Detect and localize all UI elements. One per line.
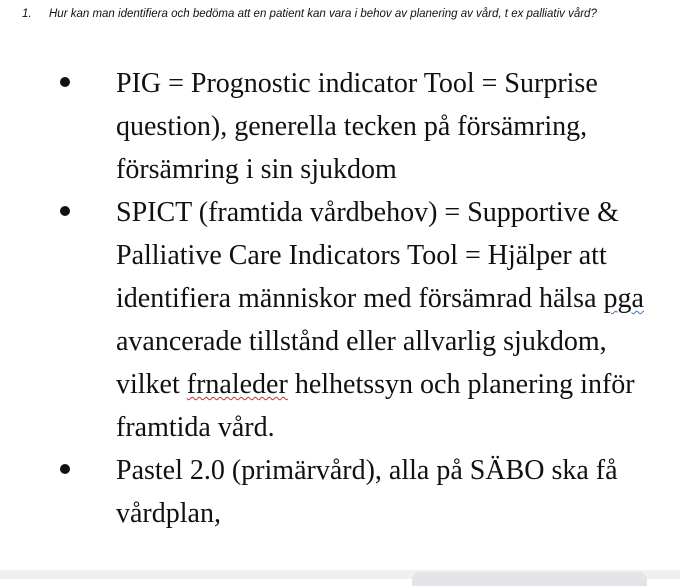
bullet-dot-icon [60, 206, 70, 216]
bullet-dot-icon [60, 77, 70, 87]
bullet-text-part: SPICT (framtida vårdbehov) = Supportive & Palliative Care Indicators Tool = Hjälper att identifiera människor med försämrad hälsa [116, 197, 619, 314]
bottom-floating-tab[interactable] [412, 572, 647, 586]
question-number: 1. [22, 8, 32, 20]
bullet-text: PIG = Prognostic indicator Tool = Surprise question), generella tecken på försämring, försämring i sin sjukdom [116, 68, 598, 185]
bullet-text: Pastel 2.0 (primärvård), alla på SÄBO ska få vårdplan, [116, 455, 618, 529]
spelling-flagged-word[interactable]: frnaleder [186, 369, 288, 400]
bullet-dot-icon [60, 464, 70, 474]
question-text: Hur kan man identifiera och bedöma att en patient kan vara i behov av planering av vård, t ex palliativ vård? [49, 8, 597, 20]
answer-bullet-list [0, 62, 680, 535]
bullet-item-pastel [0, 449, 680, 535]
grammar-flagged-word[interactable]: pga [603, 283, 644, 314]
bullet-item-pig [0, 62, 680, 191]
question-item [22, 6, 672, 23]
bullet-text-part: avancerade tillstånd eller allvarlig sjukdom, vilket [116, 326, 607, 400]
bullet-item-spict [0, 191, 680, 449]
bullet-text-part: helhetssyn och planering inför framtida vård. [116, 369, 635, 443]
